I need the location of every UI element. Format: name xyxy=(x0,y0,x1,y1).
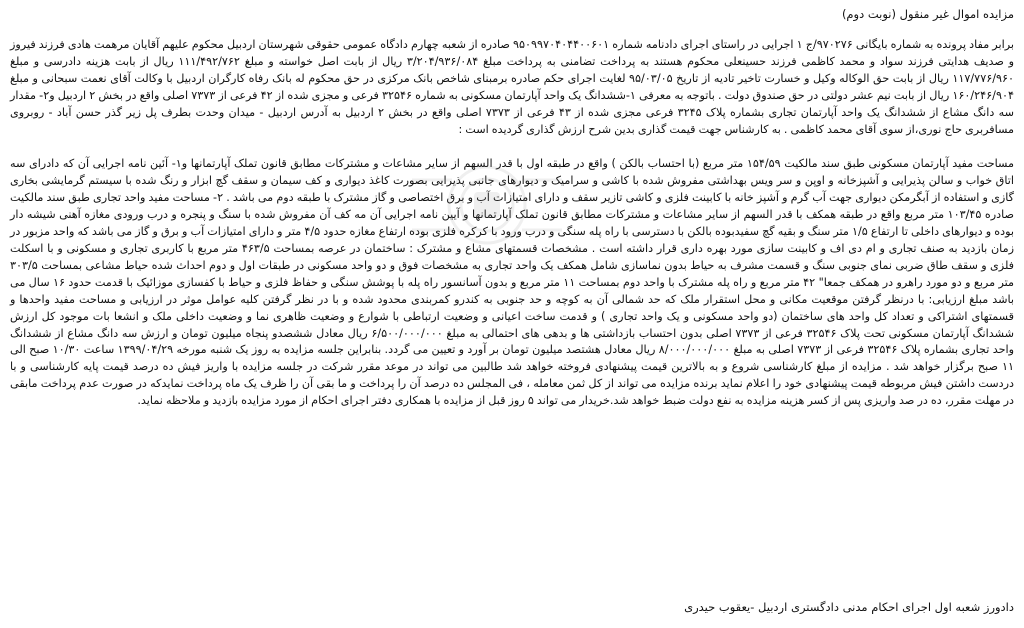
document-title: مزایده اموال غیر منقول (نوبت دوم) xyxy=(841,7,1014,21)
paragraph-case-details: برابر مفاد پرونده به شماره بایگانی ۹۷۰۲۷۶/ج ۱ اجرایی در راستای اجرای دادنامه شماره ۹۵۰۹۹۷۰۴۰۴۴۰۰۶۰۱ صادره از شعبه چهارم دادگاه عمومی حقوقی شهرستان اردبیل محکوم علیهم آقایان مرهمت هادی فرزند فیروز و صدیف هدایتی فرزند سواد و محمد کاظمی فرزند حسینعلی محکوم هستند به پرداخت تضامنی به پرداخت مبلغ ۳/۲۰۴/۹۳۶/۰۸۴ ریال از بابت اصل خواسته و مبلغ ۱۱۱/۴۹۲/۷۶۲ ریال از بابت هزینه دادرسی و مبلغ ۱۱۷/۷۷۶/۹۶۰ ریال از بابت حق الوکاله وکیل و خسارت تاخیر تادیه از تاریخ ۹۵/۰۳/۰۵ لغایت اجرای حکم صادره برمبنای شاخص بانک مرکزی در حق محکوم له بانک رفاه کارگران اردبیل با وکالت آقای نعمت سبحانی و مبلغ ۱۶۰/۲۴۶/۹۰۴ ریال از بابت نیم عشر دولتی در حق صندوق دولت . باتوجه به معرفی ۱-ششدانگ یک واحد آپارتمان مسکونی به شماره ۳۲۵۴۶ فرعی و مجزی شده از ۴۲ فرعی از ۷۳۷۳ اصلی واقع در بخش ۲ اردبیل و۲- مقدار سه دانگ مشاع از ششدانگ یک واحد آپارتمان تجاری بشماره پلاک ۳۲۴۵ فرعی مجزی شده از ۴۳ فرعی از ۷۳۷۳ اصلی واقع در بخش ۲ اردبیل به آدرس اردبیل - میدان وحدت بطرف پل زیر گذر حسن آباد - روبروی مسافربری حاج نوری،از سوی آقای محمد کاظمی . به کارشناس جهت قیمت گذاری بدین شرح ارزش گذاری گردیده است : xyxy=(10,38,1015,136)
signature-line: دادورز شعبه اول اجرای احکام مدنی دادگستری اردبیل -یعقوب حیدری xyxy=(684,600,1014,614)
paragraph-property-description: مساحت مفید آپارتمان مسکونی طبق سند مالکیت ۱۵۴/۵۹ متر مربع (با احتساب بالکن ) واقع در طبقه اول با قدر السهم از سایر مشاعات و مشترکات مطابق قانون تملک آپارتمانها و۱- آئین نامه اجرایی آن که دادرای سه اتاق خواب و سالن پذیرایی و آشپزخانه و اوپن و سر ویس بهداشتی مفروش شده با کاشی و سرامیک و دیوارهای جانبی پذیرایی بصورت کاغذ دیواری و کف سیمان و سقف گچ ابزار و رنگ شده با سیستم گرمایشی بخاری گازی و استفاده از آبگرمکن دیواری جهت آب گرم و آشپز خانه با کابینت فلزی و کاشی تازیر سقف و دارای امتیازات آب و برق اختصاصی و گاز مشترک با طبقه دوم می باشد . ۲- مساحت مفید واحد تجاری طبق سند مالکیت صادره ۱۰۳/۴۵ متر مربع واقع در طبقه همکف با قدر السهم از سایر مشاعات و مشترکات مطابق قانون تملک آپارتمانها و آیین نامه اجرایی آن مه کف آن مفروش شده با سنگ و پنجره و درب ورودی مغازه آهنی شیشه دار بوده و دیوارهای داخلی تا ارتفاع ۱/۵ متر سنگ و بقیه گچ سفیدبوده بالکن با دسترسی با راه پله سنگی و درب ورود با کرکره فلزی بوده ارتفاع مغازه حدود ۴/۵ متر و دارای امتیازات آب و برق و گاز می باشد که واحد مزبور در زمان بازدید به صنف تجاری و ام دی اف و کابینت سازی مورد بهره داری قرار داشته است . مشخصات قسمتهای مشاع و مشترک : ساختمان در عرصه بمساحت ۴۶۳/۵ متر مربع با کاربری تجاری و مسکونی و با اسکلت فلزی و سقف طاق ضربی نمای جنوبی سنگ و قسمت مشرف به حیاط بدون نماسازی شامل همکف یک واحد تجاری به مشخصات فوق و دو واحد مسکونی در طبقات اول و دوم احداث شده حیاط مشاعی بمساحت ۳۰۳/۵ متر مربع و دو مورد راهرو در همکف جمعا" ۴۲ متر مربع و راه پله مشترک با واحد دوم بمساحت ۱۱ متر مربع و بدون آسانسور راه پله با پوشش سنگی و حفاظ فلزی و حیاط با کفسازی موزائیک با قدمت حدود ۱۶ سال می باشد مبلغ ارزیابی: با درنظر گرفتن موقعیت مکانی و محل استقرار ملک که حد شمالی آن به کوچه و حد جنوبی به کندرو کمربندی محدود شده و با در نظر گرفتن کلیه عوامل موثر در ارزیابی و مساحت مفید واحدها و قسمتهای اشتراکی و تعداد کل واحد های ساختمان (دو واحد مسکونی و یک واحد تجاری ) و قدمت ساخت اعیانی و وضعیت ارتباطی با شوارع و وضعیت ظاهری نما و وضعیت داخلی ملک و انشعا بات موجود کل ارزش ششدانگ آپارتمان مسکونی تحت پلاک ۳۲۵۴۶ فرعی از ۷۳۷۳ اصلی بدون احتساب بازداشتی ها و بدهی های احتمالی به مبلغ ۶/۵۰۰/۰۰۰/۰۰۰ ریال معادل ششصدو پنجاه میلیون تومان و ارزش سه دانگ مشاع از ششدانگ واحد تجاری بشماره پلاک ۳۲۵۴۶ فرعی از ۷۳۷۳ اصلی به مبلغ ۸/۰۰۰/۰۰۰/۰۰۰ ریال معادل هشتصد میلیون تومان بر آورد و تعیین می گردد. بنابراین جلسه مزایده به روز یک شنبه مورخه ۱۳۹۹/۰۴/۲۹ ساعت ۱۰/۳۰ صبح الی ۱۱ صبح برگزار خواهد شد . مزایده از مبلغ کارشناسی شروع و به بالاترین قیمت پیشنهادی فروخته خواهد شد طالبین می تواند در موعد مقرر شرکت در جلسه مزایده با واریز فیش ده درصد قیمت پایه کارشناسی و با دردست داشتن فیش مربوطه قیمت پیشنهادی خود را اعلام نماید برنده مزایده می تواند از کل ثمن معامله ، فی المجلس ده درصد آن را پرداخت و ما بقی آن را ظرف یک ماه پرداخت نمایدکه در صورت عدم پرداخت مابقی در مهلت مقرر، ده در صد واریزی پس از کسر هزینه مزایده به نفع دولت ضبط خواهد شد.خریدار می تواند ۵ روز قبل از مزایده با همکاری دفتر اجرای احکام از مورد مزایده بازدید و ملاحظه نماید. xyxy=(10,157,1015,408)
